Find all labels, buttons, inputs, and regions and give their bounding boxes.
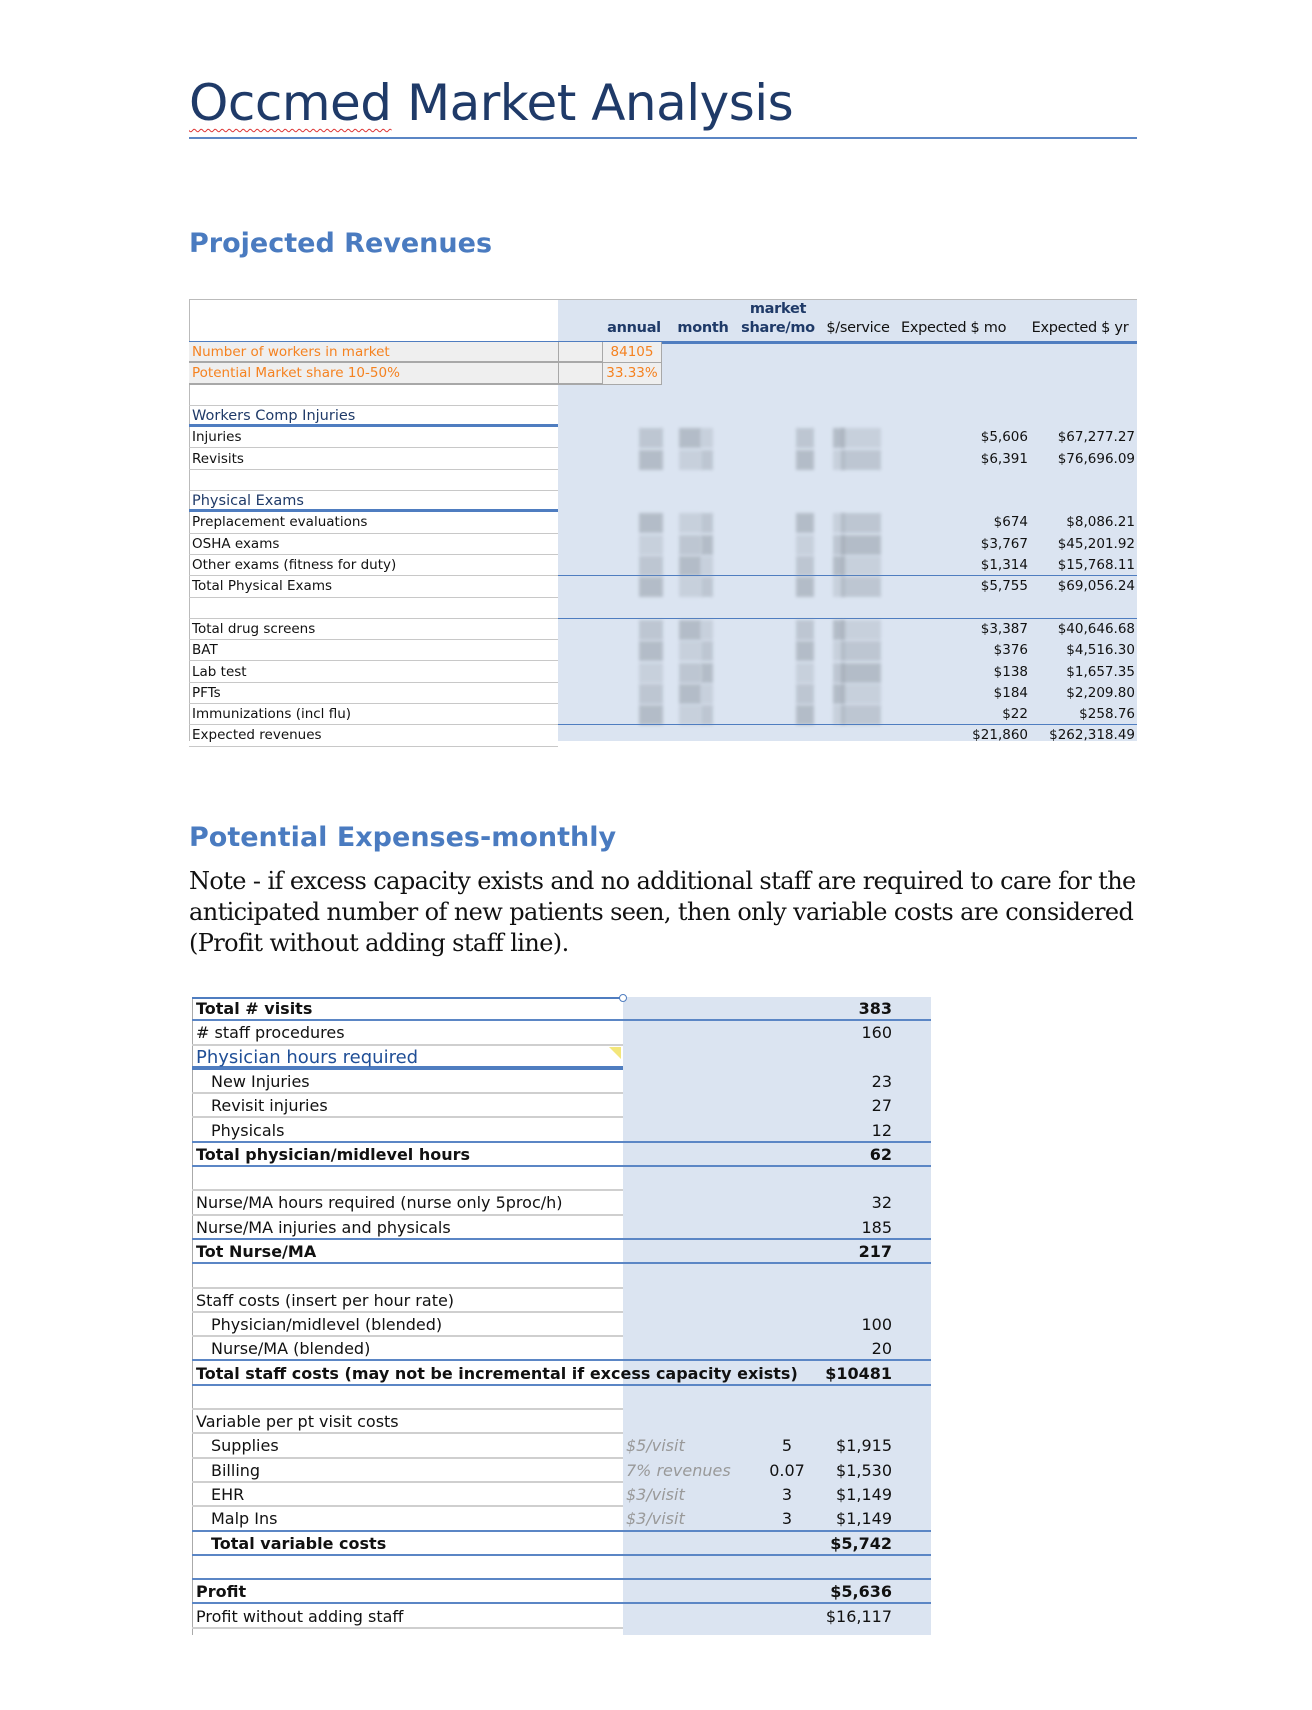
label-cell: [192, 1386, 623, 1410]
col-annual: annual: [607, 320, 661, 336]
label-cell: [192, 1167, 623, 1191]
redacted-cell: [841, 663, 881, 683]
title-underline-rule: [189, 137, 1137, 139]
row-value: 20: [871, 1339, 892, 1359]
row-label: Physician hours required: [196, 1046, 419, 1068]
table-row: [192, 1532, 931, 1556]
redacted-cell: [841, 620, 881, 640]
redacted-cell: [679, 556, 701, 576]
redacted-cell: [639, 428, 663, 448]
row-label: Nurse/MA hours required (nurse only 5proc/h): [196, 1193, 563, 1213]
redacted-cell: [701, 577, 713, 597]
row-value: $5,636: [830, 1582, 892, 1602]
table-row: [192, 1216, 931, 1240]
input-cell[interactable]: 84105: [602, 342, 662, 363]
redacted-cell: [679, 577, 701, 597]
table-row: [192, 1119, 931, 1143]
expected-yearly: $40,646.68: [1057, 620, 1135, 637]
redacted-cell: [701, 450, 713, 470]
row-value: $1,530: [836, 1460, 892, 1480]
expenses-note: Note - if excess capacity exists and no additional staff are required to care for the anticipated number of new patients seen, then only variable costs are considered (Profit without adding staff line).: [189, 867, 1136, 957]
table-row: [189, 449, 1137, 470]
expected-yearly: $262,318.49: [1049, 727, 1135, 744]
redacted-cell: [679, 641, 701, 661]
redacted-cell: [796, 450, 814, 470]
redacted-cell: [679, 620, 701, 640]
row-label: Expected revenues: [192, 727, 322, 744]
row-value: 160: [861, 1023, 892, 1043]
table-row: [192, 1362, 931, 1386]
label-cell: [192, 1483, 623, 1507]
table-row: [192, 1313, 931, 1337]
table-row: [192, 1070, 931, 1094]
input-spacer-cell: [558, 363, 603, 384]
redacted-cell: [679, 663, 701, 683]
redacted-cell: [841, 450, 881, 470]
table-row: [189, 619, 1137, 640]
expected-monthly: $5,755: [980, 578, 1028, 595]
row-value: $10481: [825, 1363, 892, 1383]
expected-monthly: $3,767: [980, 535, 1028, 552]
redacted-cell: [796, 428, 814, 448]
expected-yearly: $4,516.30: [1066, 642, 1135, 659]
label-cell: [192, 1556, 623, 1580]
redacted-cell: [679, 705, 701, 725]
redacted-cell: [701, 705, 713, 725]
table-row: [192, 1191, 931, 1215]
expected-yearly: $1,657.35: [1066, 663, 1135, 680]
row-label: Billing: [211, 1460, 261, 1480]
redacted-cell: [796, 535, 814, 555]
row-label: Total # visits: [196, 999, 313, 1018]
redacted-cell: [701, 556, 713, 576]
redacted-cell: [796, 684, 814, 704]
redacted-cell: [701, 641, 713, 661]
table-row: [192, 1143, 931, 1167]
table-row: [192, 1289, 931, 1313]
table-row: [189, 662, 1137, 683]
row-label: Injuries: [192, 429, 242, 446]
total-rule: [558, 575, 1137, 576]
row-value: 100: [861, 1314, 892, 1334]
redacted-cell: [796, 513, 814, 533]
redacted-cell: [841, 513, 881, 533]
expected-yearly: $8,086.21: [1066, 514, 1135, 531]
row-label: New Injuries: [211, 1071, 310, 1091]
total-rule: [558, 618, 1137, 619]
table-row: [189, 534, 1137, 555]
row-label: Other exams (fitness for duty): [192, 557, 397, 573]
row-value: $5,742: [830, 1533, 892, 1553]
label-cell: [189, 598, 558, 619]
row-label: Physician/midlevel (blended): [211, 1314, 443, 1334]
col-expected-mo: Expected $ mo: [901, 320, 1007, 336]
label-cell: [192, 1580, 623, 1604]
rate-note: $3/visit: [626, 1485, 685, 1504]
rate-factor: 0.07: [769, 1460, 805, 1480]
row-value: 12: [871, 1120, 892, 1140]
table-row: [192, 1580, 931, 1604]
table-row: [189, 406, 1137, 427]
col-month: month: [677, 320, 729, 336]
expected-yearly: $69,056.24: [1057, 578, 1135, 595]
row-label: Potential Market share 10-50%: [192, 365, 400, 382]
redacted-cell: [701, 428, 713, 448]
redacted-cell: [841, 577, 881, 597]
table-row: [192, 1556, 931, 1580]
redacted-cell: [841, 684, 881, 704]
row-label: Profit without adding staff: [196, 1606, 404, 1626]
redacted-cell: [679, 450, 701, 470]
row-label: BAT: [192, 642, 218, 659]
redacted-cell: [639, 535, 663, 555]
row-label: PFTs: [192, 684, 221, 701]
row-label: Nurse/MA (blended): [211, 1339, 371, 1359]
table-row: [189, 576, 1137, 597]
redacted-cell: [701, 684, 713, 704]
redacted-cell: [639, 450, 663, 470]
redacted-cell: [639, 684, 663, 704]
input-cell[interactable]: 33.33%: [602, 363, 662, 384]
comment-indicator-icon[interactable]: [609, 1047, 621, 1059]
revenue-table: [189, 299, 1137, 744]
potential-expenses-heading: Potential Expenses-monthly: [189, 822, 617, 853]
redacted-cell: [679, 513, 701, 533]
label-cell: [189, 385, 558, 406]
redacted-cell: [639, 577, 663, 597]
row-value: $16,117: [825, 1606, 892, 1626]
redacted-cell: [679, 684, 701, 704]
redacted-cell: [796, 620, 814, 640]
row-label: Staff costs (insert per hour rate): [196, 1290, 455, 1310]
table-row: [189, 512, 1137, 533]
row-value: 23: [871, 1071, 892, 1091]
redacted-cell: [639, 513, 663, 533]
expected-monthly: $1,314: [980, 557, 1028, 573]
table-row: [192, 1046, 931, 1070]
col-per-service: $/service: [826, 320, 890, 336]
table-row: [189, 598, 1137, 619]
expected-yearly: $67,277.27: [1057, 429, 1135, 446]
row-value: 217: [858, 1242, 892, 1261]
row-value: 185: [861, 1217, 892, 1237]
expected-monthly: $3,387: [980, 620, 1028, 637]
row-value: $1,149: [836, 1509, 892, 1529]
expected-yearly: $45,201.92: [1057, 535, 1135, 552]
row-value: $1,915: [836, 1436, 892, 1456]
table-row: [189, 555, 1137, 576]
table-row: [189, 640, 1137, 661]
revenue-table-header: [189, 300, 1137, 344]
col-market-top: market: [749, 301, 807, 317]
label-cell: [189, 470, 558, 491]
table-row: [189, 385, 1137, 406]
row-label: Supplies: [211, 1436, 279, 1456]
expected-yearly: $15,768.11: [1057, 557, 1135, 573]
input-spacer-cell: [558, 342, 603, 363]
expected-monthly: $138: [993, 663, 1028, 680]
row-label: Lab test: [192, 663, 247, 680]
table-row: [189, 725, 1137, 746]
redacted-cell: [639, 641, 663, 661]
row-label: Physicals: [211, 1120, 285, 1140]
redacted-cell: [796, 705, 814, 725]
table-row: [189, 491, 1137, 512]
row-label: Total Physical Exams: [192, 578, 333, 595]
table-row: [192, 1094, 931, 1118]
table-row: [189, 363, 1137, 384]
table-row: [189, 427, 1137, 448]
rate-note: $3/visit: [626, 1509, 685, 1529]
rate-note: $5/visit: [626, 1436, 685, 1456]
page-title: [189, 74, 793, 132]
row-label: Total staff costs (may not be incremental if excess capacity exists): [196, 1363, 798, 1383]
redacted-cell: [841, 705, 881, 725]
table-row: [192, 1605, 931, 1629]
redacted-cell: [701, 663, 713, 683]
table-row: [189, 342, 1137, 363]
expected-monthly: $376: [993, 642, 1028, 659]
redacted-cell: [796, 577, 814, 597]
table-row: [192, 1459, 931, 1483]
expected-yearly: $2,209.80: [1066, 684, 1135, 701]
expected-monthly: $21,860: [972, 727, 1028, 744]
projected-revenues-heading: Projected Revenues: [189, 228, 493, 259]
col-expected-yr: Expected $ yr: [1031, 320, 1129, 336]
redacted-cell: [639, 663, 663, 683]
redacted-cell: [796, 556, 814, 576]
row-value: 32: [871, 1193, 892, 1213]
row-value: 383: [858, 999, 892, 1018]
table-row: [192, 1386, 931, 1410]
table-row: [192, 1434, 931, 1458]
row-label: EHR: [211, 1485, 245, 1504]
title-misspelled-word[interactable]: Occmed: [189, 74, 392, 132]
rate-factor: 3: [781, 1509, 793, 1529]
row-label: Revisits: [192, 450, 244, 467]
expected-monthly: $22: [1002, 706, 1028, 723]
table-row: [192, 1021, 931, 1045]
expected-monthly: $184: [993, 684, 1028, 701]
redacted-cell: [679, 428, 701, 448]
row-value: 27: [871, 1096, 892, 1116]
row-label: Immunizations (incl flu): [192, 706, 352, 723]
row-label: Revisit injuries: [211, 1096, 328, 1116]
row-label: # staff procedures: [196, 1023, 345, 1043]
row-value: 62: [869, 1144, 892, 1164]
table-row: [192, 1167, 931, 1191]
row-label: Number of workers in market: [192, 344, 390, 360]
table-row: [189, 704, 1137, 725]
rate-factor: 3: [781, 1485, 793, 1504]
redacted-cell: [701, 513, 713, 533]
row-label: OSHA exams: [192, 535, 280, 552]
redacted-cell: [639, 620, 663, 640]
row-label: Total physician/midlevel hours: [196, 1144, 471, 1164]
table-row: [192, 1507, 931, 1531]
table-row: [189, 470, 1137, 491]
table-row: [192, 1240, 931, 1264]
row-value: $1,149: [836, 1485, 892, 1504]
row-label: Preplacement evaluations: [192, 514, 368, 531]
redacted-cell: [639, 705, 663, 725]
table-row: [189, 683, 1137, 704]
row-label: Workers Comp Injuries: [192, 407, 356, 424]
redacted-cell: [841, 556, 881, 576]
redacted-cell: [679, 535, 701, 555]
table-row: [192, 997, 931, 1021]
expenses-table: [192, 997, 931, 1635]
row-label: Tot Nurse/MA: [196, 1242, 317, 1261]
redacted-cell: [639, 556, 663, 576]
row-label: Physical Exams: [192, 493, 304, 510]
label-cell: [192, 1264, 623, 1288]
expected-monthly: $5,606: [980, 429, 1028, 446]
col-share-mo: share/mo: [741, 320, 815, 336]
row-label: Total variable costs: [211, 1533, 387, 1553]
row-label: Nurse/MA injuries and physicals: [196, 1217, 451, 1237]
table-row: [192, 1410, 931, 1434]
redacted-cell: [796, 663, 814, 683]
table-row: [192, 1483, 931, 1507]
table-row: [192, 1337, 931, 1361]
rate-note: 7% revenues: [626, 1460, 731, 1480]
row-label: Total drug screens: [192, 620, 316, 637]
redacted-cell: [796, 641, 814, 661]
redacted-cell: [841, 535, 881, 555]
title-rest: Market Analysis: [391, 74, 794, 132]
redacted-cell: [701, 535, 713, 555]
table-row: [192, 1264, 931, 1288]
rate-factor: 5: [781, 1436, 793, 1456]
redacted-cell: [841, 641, 881, 661]
redacted-cell: [841, 428, 881, 448]
expected-yearly: $258.76: [1079, 706, 1135, 723]
expected-monthly: $6,391: [980, 450, 1028, 467]
row-label: Malp Ins: [211, 1509, 278, 1529]
expected-monthly: $674: [993, 514, 1028, 531]
row-label: Profit: [196, 1582, 247, 1602]
redacted-cell: [701, 620, 713, 640]
row-label: Variable per pt visit costs: [196, 1412, 399, 1432]
expected-yearly: $76,696.09: [1057, 450, 1135, 467]
